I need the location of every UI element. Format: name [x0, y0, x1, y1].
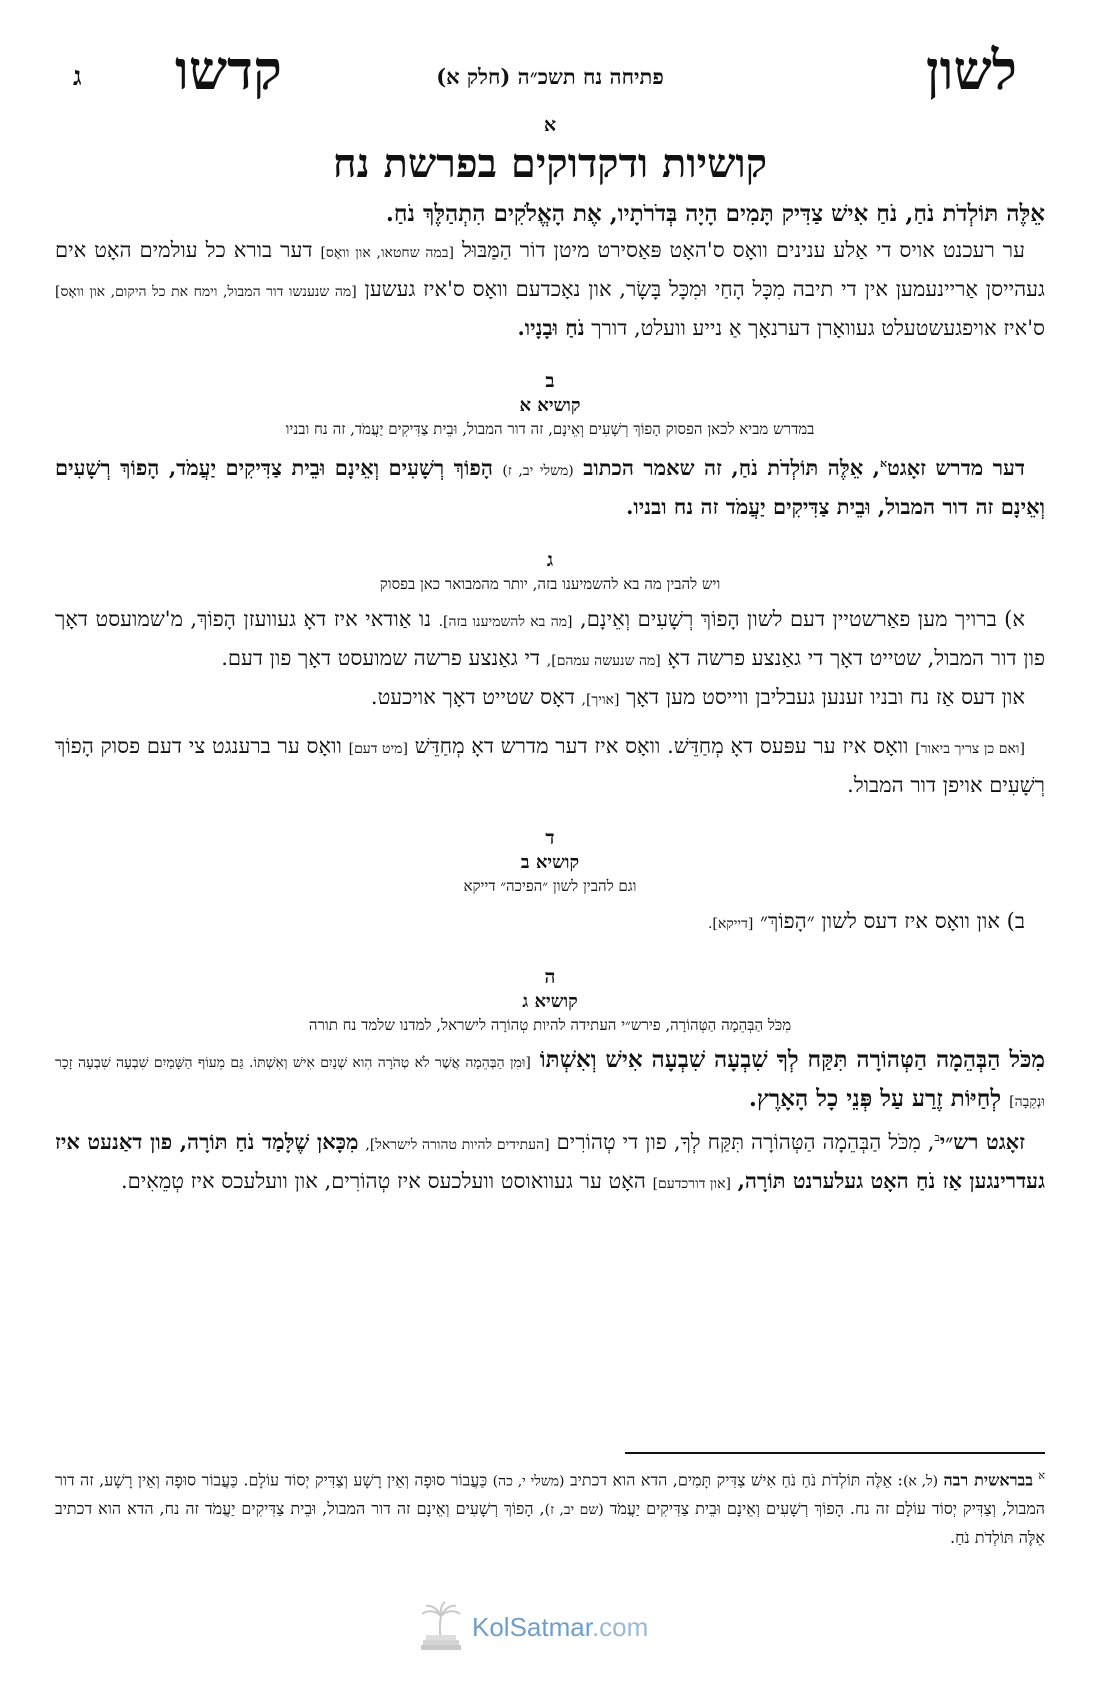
question-a-paragraph-2: און דעס אַז נח ובניו זענען געבליבן ווייסט מען דאָך [אויך], דאָס שטייט דאָך אויכעט. [370, 685, 1025, 709]
kushya-2-title: קושיא ב [520, 852, 580, 873]
header-title-right: לשון [925, 38, 1017, 102]
footnote: $^א$ בבראשית רבה (ל, א): אֵלֶּה תּוֹלְדֹת נֹחַ נֹחַ אִישׁ צַדִּיק תָּמִים, הדא הוא דכתיב (משלי י, כה) כַּעֲבוֹר סוּפָה וְאֵין רָשָׁע וְצַדִּיק יְסוֹד עוֹלָם. כַּעֲבוֹר סוּפָה וְאֵין רָשָׁע, זה דור המבול, וְצַדִּיק יְסוֹד עוֹלָם זה נח. הָפוֹךְ רְשָׁעִים וְאֵינָם וּבֵית צַדִּיקִים יַעֲמֹד (שם יב, ז), הָפוֹךְ רְשָׁעִים וְאֵינָם זה דור המבול, וּבֵית צַדִּיקִים יַעֲמֹד זה נח, הדא הוא דכתיב אֵלֶּה תּוֹלְדֹת נֹחַ. [55, 1469, 1046, 1548]
midrash-paragraph: דער מדרש זאָגט$^א$, אֵלֶּה תּוֹלְדֹת נֹחַ, זה שאמר הכתוב (משלי יב, ז) הָפוֹךְ רְשָׁעִים וְאֵינָם וּבֵית צַדִּיקִים יַעֲמֹד, הָפוֹךְ רְשָׁעִים וְאֵינָם זה דור המבול, וּבֵית צַדִּיקִים יַעֲמֹד זה נח ובניו. [55, 455, 1045, 519]
header-title-left: קדשו [175, 38, 282, 102]
footnote-divider [625, 1452, 1045, 1454]
question-a-paragraph-3: [ואם כן צריך ביאור] וואָס איז ער עפּעס דאָ מְחַדֵּשׁ. וואָס איז דער מדרש דאָ מְחַדֵּשׁ [מיט דעם] וואָס ער ברענגט צי דעם פסוק הָפוֹךְ רְשָׁעִים אויפן דור המבול. [55, 734, 1045, 797]
kushya-2-caption: וגם להבין לשון ״הפיכה״ דייקא [463, 877, 637, 895]
question-b-paragraph: ב) און וואָס איז דעס לשון ״הָפוֹךְ״ [דייקא]. [707, 909, 1025, 933]
page-content [55, 112, 1045, 1202]
chapter-title: קושיות ודקדוקים בפרשת נח [332, 140, 768, 187]
opening-verse: אֵלֶּה תּוֹלְדֹת נֹחַ, נֹחַ אִישׁ צַדִּיק תָּמִים הָיָה בְּדֹרֹתָיו, אֶת הָאֱלֹקִים הִתְהַלֶּךְ נֹחַ. [385, 200, 1045, 227]
footnote-ref-b: ב [934, 1131, 940, 1144]
watermark [400, 1598, 700, 1658]
intro-paragraph: ער רעכנט אויס די אַלע ענינים וואָס ס'האָט פּאַסירט מיטן דוֹר הַמַּבּוּל [במה שחטאו, און וואָס] דער בורא כל עולמים האָט אים געהייסן אַריינעמען אין די תיבה מִכָּל הָחַי וּמִכָּל בָּשָׂר, און נאָכדעם וואָס ס'איז געשען [מה שנענשו דור המבול, וימח את כל היקום, און וואָס] ס'איז אויפגעשטעלט געוואָרן דערנאָך אַ נייע וועלט, דורך נֹחַ וּבָנָיו. [55, 238, 1045, 340]
kushya-3-title: קושיא ג [522, 991, 578, 1012]
kushya-1-title: קושיא א [519, 395, 581, 416]
section-letter-d: ד [545, 827, 555, 849]
section-letter-b: ב [545, 370, 555, 392]
section-letter-g: ג [546, 549, 554, 571]
kushya-3-caption: מִכֹּל הַבְּהֵמָה הַטְּהוֹרָה, פירש״י העתידה להיות טְהוֹרָה לישראל, למדנו שלמד נח תורה [308, 1016, 792, 1034]
kushya-1-caption: במדרש מביא לכאן הפסוק הָפוֹךְ רְשָׁעִים וְאֵינָם, זה דור המבול, וּבֵית צַדִּיקִים יַעֲמֹד, זה נח ובניו [285, 420, 815, 438]
header-subtitle: פתיחה נח תשכ״ה (חלק א) [436, 64, 664, 89]
palm-tree-books-icon [415, 1600, 467, 1652]
rashi-paragraph: זאָגט רש״י$^ב$, מִכֹּל הַבְּהֵמָה הַטְּהוֹרָה תִּקַּח לְךָ, פון די טְהוֹרִים [העתידים להיות טהורה לישראל], מִכָּאן שֶׁלָּמַד נֹחַ תּוֹרָה, פון דאַנעט איז געדרינגען אַז נֹחַ האָט געלערנט תּוֹרָה, [און דורכדעם] האָט ער געוואוסט וועלכעס איז טְהוֹרִים, און וועלעכס איז טְמֵאִים. [55, 1129, 1045, 1193]
footnote-ref-a: א [880, 457, 888, 470]
question-a-paragraph: א) ברויך מען פאַרשטיין דעם לשון הָפוֹךְ רְשָׁעִים וְאֵינָם, [מה בא להשמיענו בזה]. נו אַודאי איז דאָ געוועזן הָפוֹךְ, מ'שמועסט דאָך פון דור המבול, שטייט דאָך די גאַנצע פרשה דאָ [מה שנעשה עמהם], די גאַנצע פרשה שמועסט דאָך פון דעם. [55, 607, 1045, 670]
animals-verse: מִכֹּל הַבְּהֵמָה הַטְּהוֹרָה תִּקַּח לְךָ שִׁבְעָה שִׁבְעָה אִישׁ וְאִשְׁתּוֹ [וּמִן הַבְּהֵמָה אֲשֶׁר לֹא טְהֹרָה הִוא שְׁנַיִם אִישׁ וְאִשְׁתּוֹ. גַּם מֵעוֹף הַשָּׁמַיִם שִׁבְעָה שִׁבְעָה זָכָר וּנְקֵבָה] לְחַיּוֹת זֶרַע עַל פְּנֵי כָל הָאָרֶץ. [55, 1046, 1045, 1112]
page-number: ג [73, 62, 82, 92]
running-header [55, 38, 1045, 108]
section-letter-h: ה [544, 966, 556, 988]
section-letter-a: א [543, 114, 557, 136]
watermark-text: KolSatmar.com [472, 1612, 649, 1642]
section-g-caption: ויש להבין מה בא להשמיענו בזה, יותר מהמבואר כאן בפסוק [379, 575, 721, 593]
footnote-mark: א [1038, 1469, 1046, 1482]
